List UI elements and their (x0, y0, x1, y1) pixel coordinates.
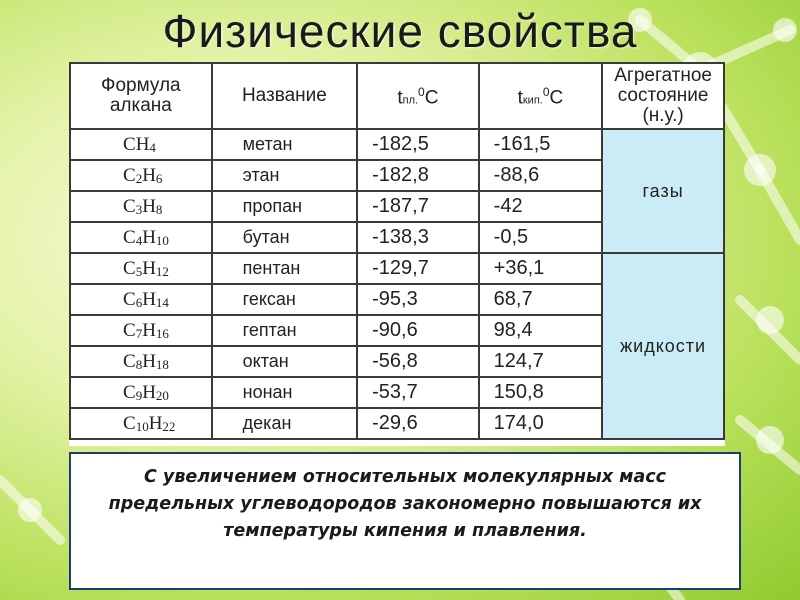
name-cell: пропан (212, 191, 357, 222)
boiling-point-cell: 150,8 (479, 377, 603, 408)
boiling-point-cell: 174,0 (479, 408, 603, 439)
name-cell: декан (212, 408, 357, 439)
conclusion-note: С увеличением относительных молекулярных масс предельных углеводородов закономерно повышаются их температуры кипения и плавления. (69, 452, 741, 590)
name-cell: гексан (212, 284, 357, 315)
header-boiling-point: tкип.$^0$C (479, 63, 603, 129)
table-header-row (70, 63, 724, 129)
boiling-point-cell: 68,7 (479, 284, 603, 315)
name-cell: бутан (212, 222, 357, 253)
boiling-point-cell: 124,7 (479, 346, 603, 377)
melting-point-cell: -53,7 (357, 377, 479, 408)
table-row (70, 129, 724, 160)
formula-cell: $C_7H_{16}$ (70, 315, 212, 346)
header-name: Название (212, 63, 357, 129)
boiling-point-cell: +36,1 (479, 253, 603, 284)
boiling-point-cell: 98,4 (479, 315, 603, 346)
boiling-point-cell: -88,6 (479, 160, 603, 191)
formula-cell: $C_2H_6$ (70, 160, 212, 191)
header-formula: Формула алкана (70, 63, 212, 129)
formula-cell: $C_6H_{14}$ (70, 284, 212, 315)
alkane-properties-table-container (69, 62, 725, 446)
alkane-properties-table (69, 62, 725, 440)
header-melting-point: tпл.$^0$C (357, 63, 479, 129)
formula-cell: $C_3H_8$ (70, 191, 212, 222)
formula-cell: $C_9H_{20}$ (70, 377, 212, 408)
name-cell: пентан (212, 253, 357, 284)
melting-point-cell: -90,6 (357, 315, 479, 346)
melting-point-cell: -56,8 (357, 346, 479, 377)
header-state: Агрегатное состояние (н.у.) (602, 63, 724, 129)
melting-point-cell: -138,3 (357, 222, 479, 253)
formula-cell: $C_{10}H_{22}$ (70, 408, 212, 439)
name-cell: этан (212, 160, 357, 191)
melting-point-cell: -95,3 (357, 284, 479, 315)
formula-cell: $C_8H_{18}$ (70, 346, 212, 377)
name-cell: метан (212, 129, 357, 160)
state-liquids-cell: жидкости (602, 253, 724, 439)
melting-point-cell: -182,8 (357, 160, 479, 191)
slide-title: Физические свойства (162, 5, 638, 57)
melting-point-cell: -187,7 (357, 191, 479, 222)
melting-point-cell: -129,7 (357, 253, 479, 284)
melting-point-cell: -29,6 (357, 408, 479, 439)
boiling-point-cell: -42 (479, 191, 603, 222)
name-cell: гептан (212, 315, 357, 346)
melting-point-cell: -182,5 (357, 129, 479, 160)
name-cell: нонан (212, 377, 357, 408)
formula-cell: $C_5H_{12}$ (70, 253, 212, 284)
table-row (70, 253, 724, 284)
state-gases-cell: газы (602, 129, 724, 253)
boiling-point-cell: -161,5 (479, 129, 603, 160)
formula-cell: $CH_4$ (70, 129, 212, 160)
name-cell: октан (212, 346, 357, 377)
formula-cell: $C_4H_{10}$ (70, 222, 212, 253)
boiling-point-cell: -0,5 (479, 222, 603, 253)
